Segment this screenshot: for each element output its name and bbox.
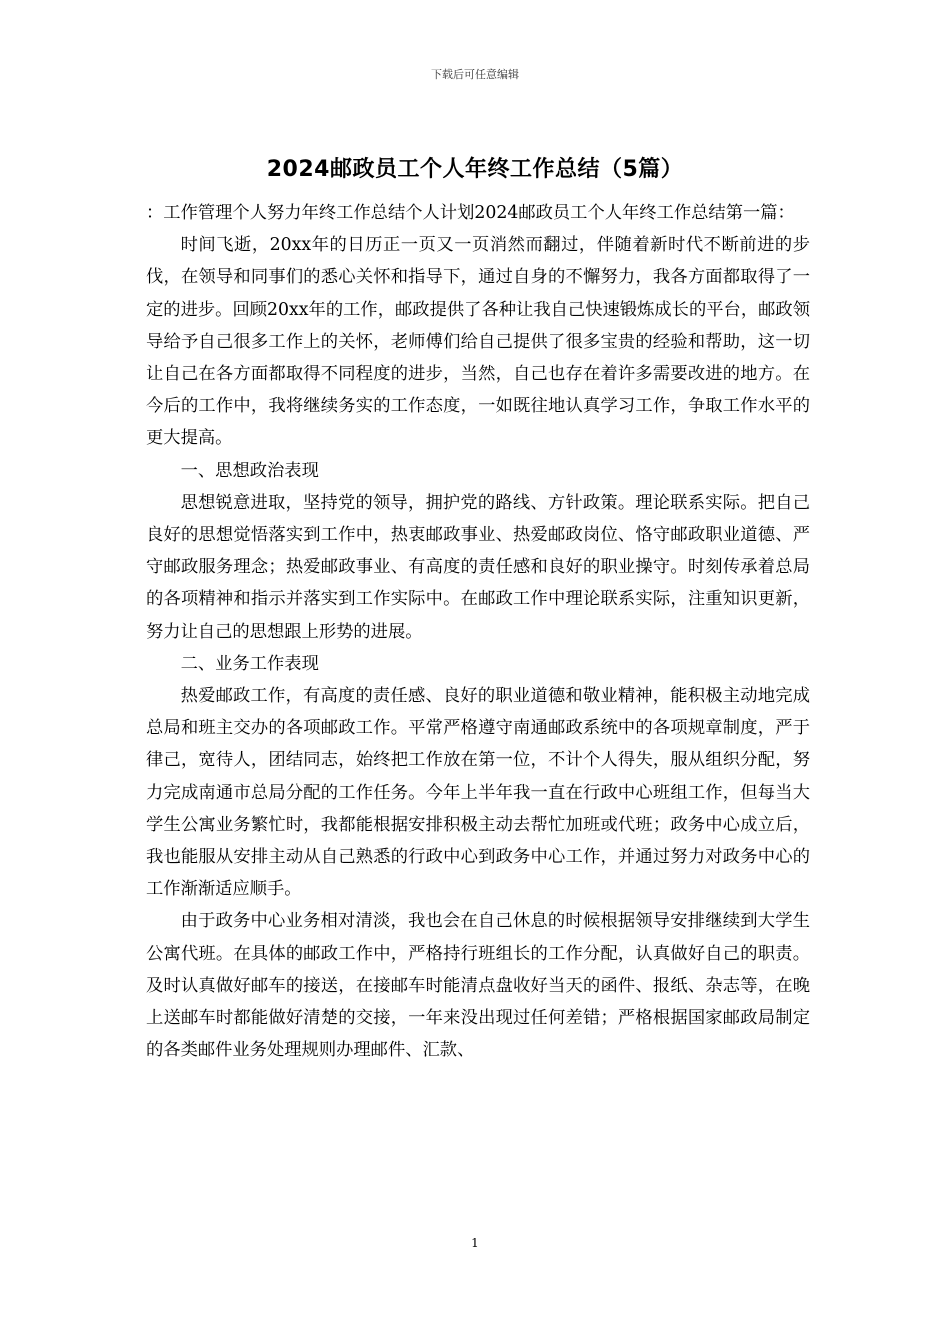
paragraph-opening: 时间飞逝，20xx年的日历正一页又一页消然而翻过，伴随着新时代不断前进的步伐，在领导和同事们的悉心关怀和指导下，通过自身的不懈努力，我各方面都取得了一定的进步。回顾20xx年的工作，邮政提供了各种让我自己快速锻炼成长的平台，邮政领导给予自己很多工作上的关怀，老师傅们给自己提供了很多宝贵的经验和帮助，这一切让自己在各方面都取得不同程度的进步，当然，自己也存在着许多需要改进的地方。在今后的工作中，我将继续务实的工作态度，一如既往地认真学习工作，争取工作水平的更大提高。 [146,235,810,449]
header-note: 下载后可任意编辑 [431,68,519,81]
paragraph-work: 热爱邮政工作，有高度的责任感、良好的职业道德和敬业精神，能积极主动地完成总局和班主交办的各项邮政工作。平常严格遵守南通邮政系统中的各项规章制度，严于律己，宽待人，团结同志，始终把工作放在第一位，不计个人得失，服从组织分配，努力完成南通市总局分配的工作任务。今年上半年我一直在行政中心班组工作，但每当大学生公寓业务繁忙时，我都能根据安排积极主动去帮忙加班或代班；政务中心成立后，我也能服从安排主动从自己熟悉的行政中心到政务中心工作，并通过努力对政务中心的工作渐渐适应顺手。 [146,686,810,900]
section-heading-work: 二、业务工作表现 [180,653,319,674]
page-number: 1 [471,1236,479,1250]
section-heading-political: 一、思想政治表现 [180,460,319,481]
paragraph-government-center: 由于政务中心业务相对清淡，我也会在自己休息的时候根据领导安排继续到大学生公寓代班。在具体的邮政工作中，严格持行班组长的工作分配，认真做好自己的职责。及时认真做好邮车的接送，在接邮车时能清点盘收好当天的函件、报纸、杂志等，在晚上送邮车时都能做好清楚的交接，一年来没出现过任何差错；严格根据国家邮政局制定的各类邮件业务处理规则办理邮件、汇款、 [146,911,810,1061]
paragraph-intro: ：工作管理个人努力年终工作总结个人计划2024邮政员工个人年终工作总结第一篇： [146,203,795,223]
paragraph-political: 思想锐意进取，坚持党的领导，拥护党的路线、方针政策。理论联系实际。把自己良好的思想觉悟落实到工作中，热衷邮政事业、热爱邮政岗位、恪守邮政职业道德、严守邮政服务理念；热爱邮政事业、有高度的责任感和良好的职业操守。时刻传承着总局的各项精神和指示并落实到工作实际中。在邮政工作中理论联系实际，注重知识更新，努力让自己的思想跟上形势的进展。 [146,492,810,642]
document-body [146,197,810,1066]
document-title: 2024邮政员工个人年终工作总结（5篇） [266,157,684,182]
